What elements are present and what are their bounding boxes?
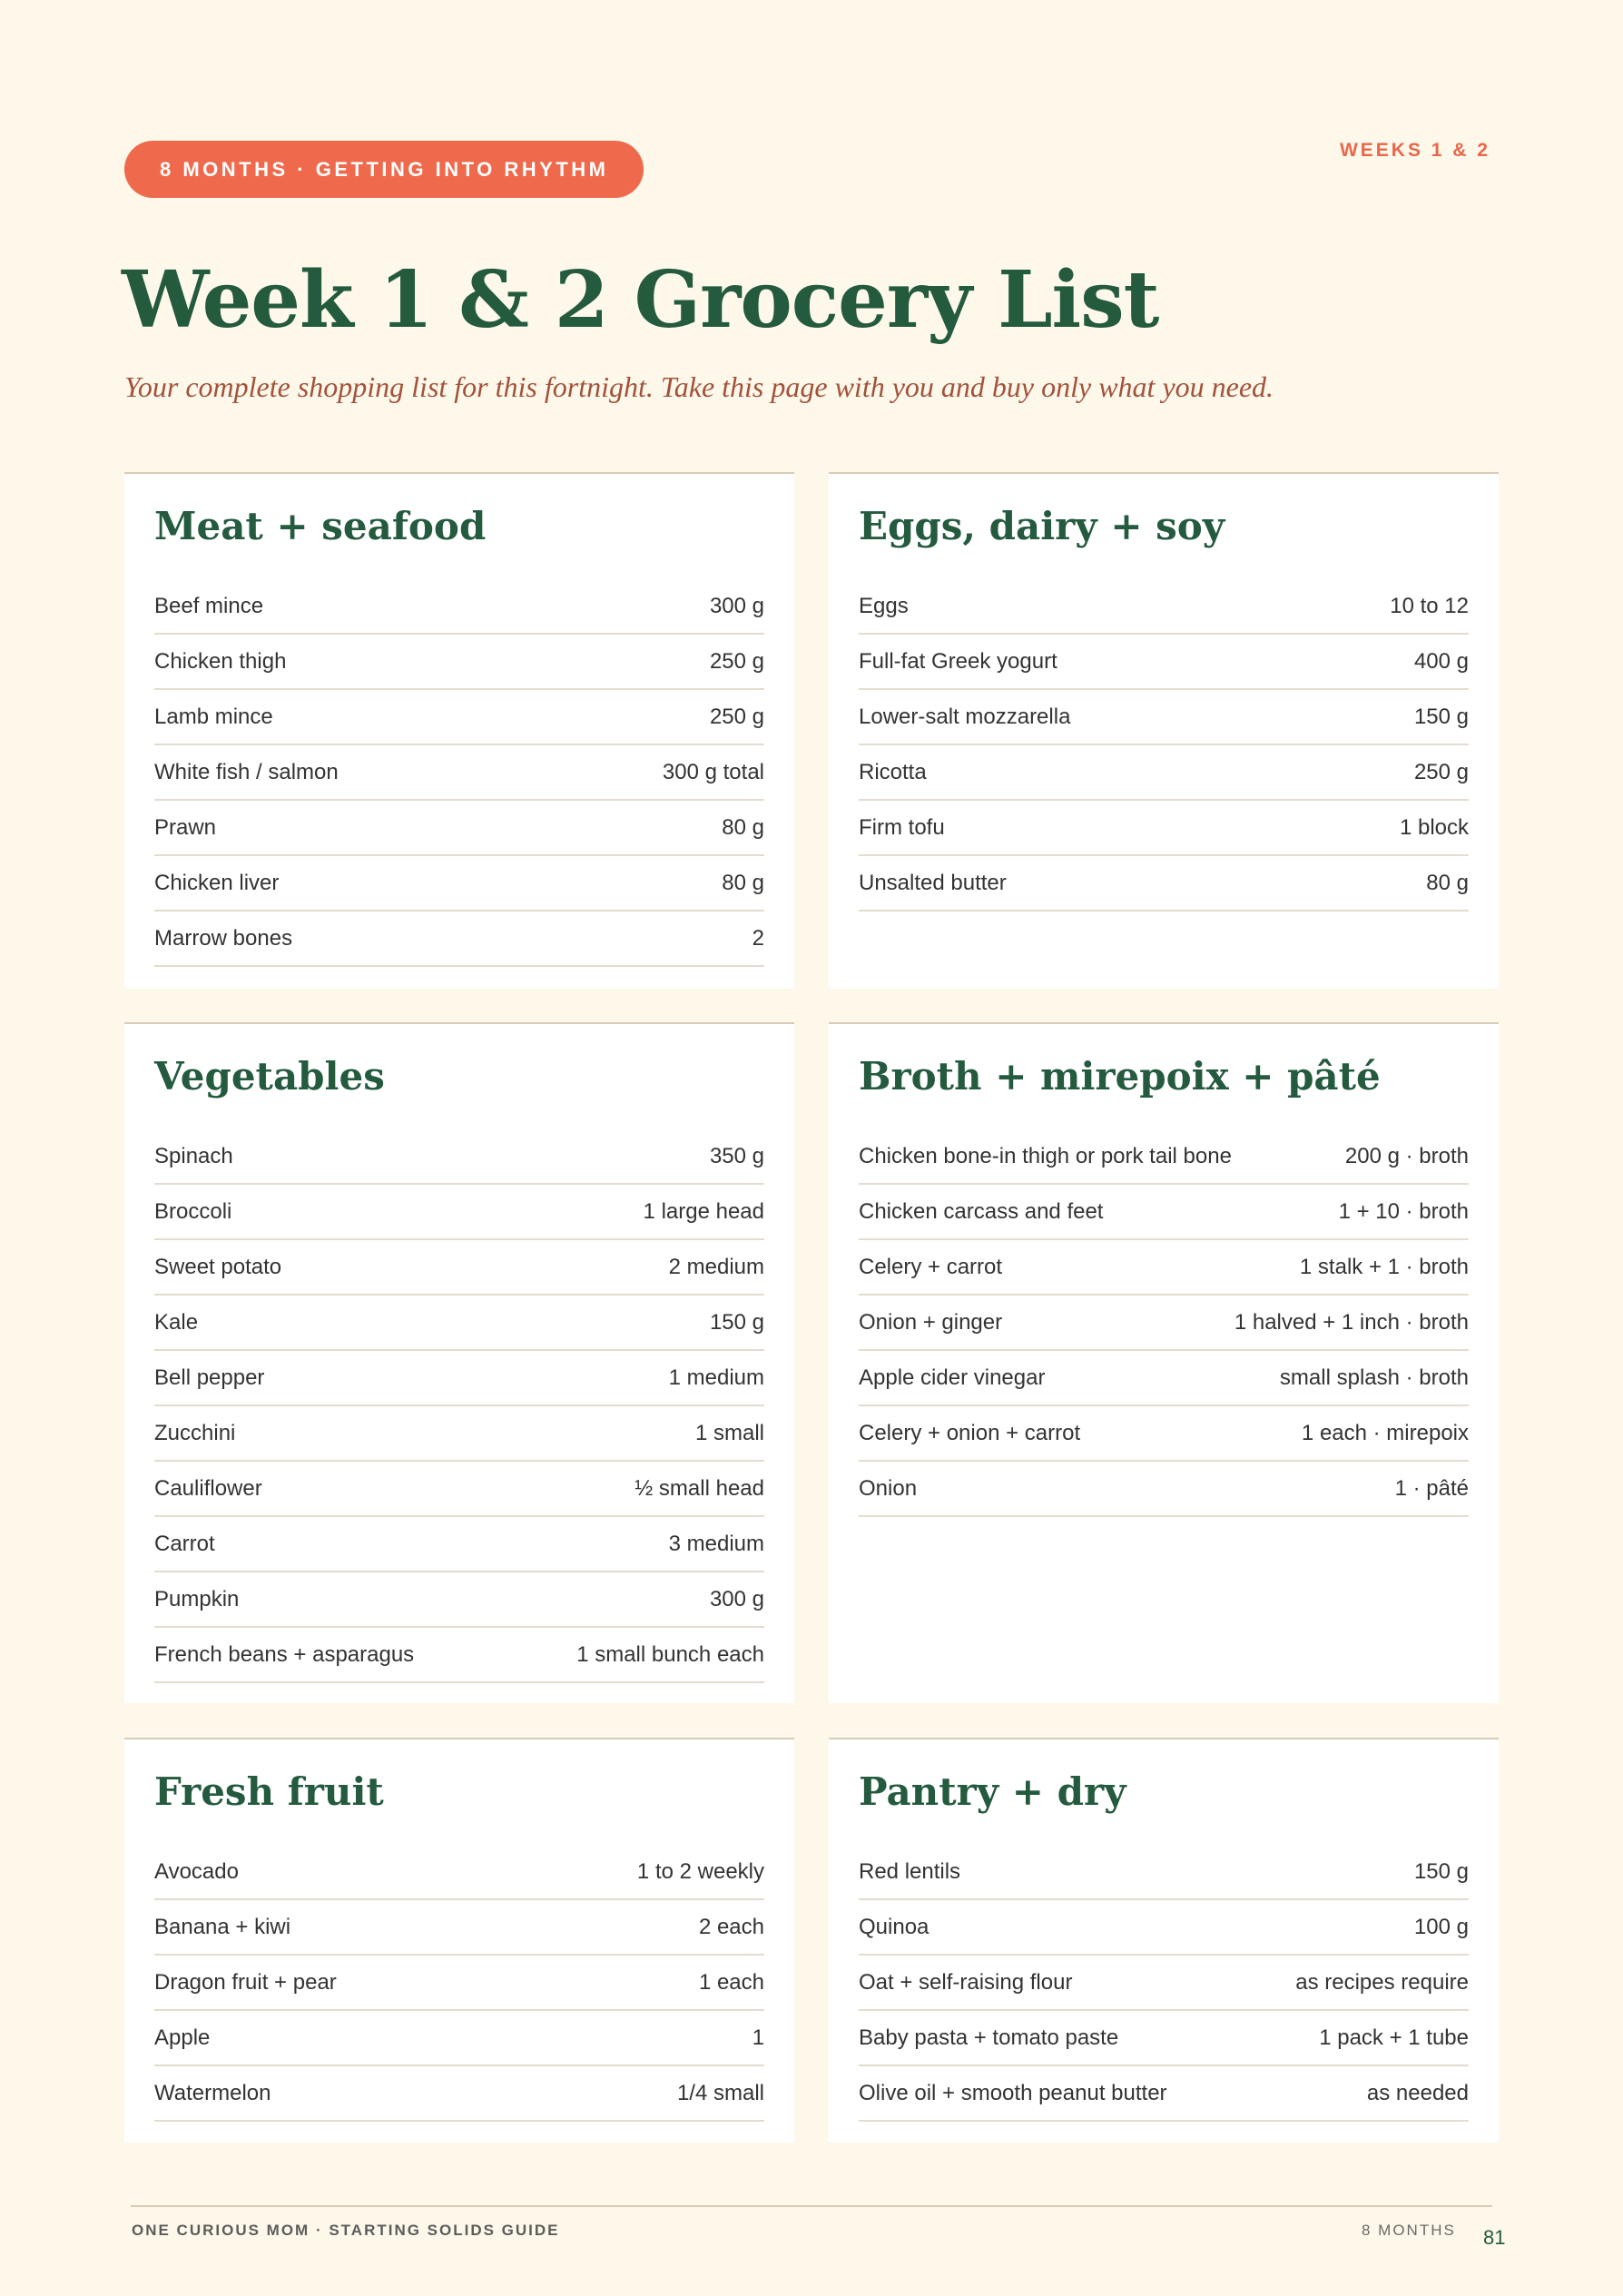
item-quantity: 1 stalk + 1 · broth [1299, 1254, 1469, 1279]
item-quantity: 1 to 2 weekly [636, 1858, 764, 1884]
item-quantity: 80 g [722, 870, 764, 895]
item-name: Chicken carcass and feet [859, 1198, 1104, 1224]
item-quantity: 1 large head [643, 1198, 764, 1224]
list-item [154, 1406, 764, 1462]
list-item [859, 745, 1469, 801]
list-item [154, 1572, 764, 1628]
grocery-list [154, 579, 764, 967]
item-quantity: 10 to 12 [1390, 593, 1469, 618]
item-name: Olive oil + smooth peanut butter [859, 2080, 1167, 2105]
list-item [859, 2011, 1469, 2066]
item-quantity: 300 g [709, 593, 764, 618]
list-item [154, 1900, 764, 1956]
list-item [154, 635, 764, 690]
item-quantity: 150 g [1413, 704, 1469, 729]
list-item [154, 2066, 764, 2122]
footer-section-label: 8 MONTHS [1362, 2222, 1456, 2239]
item-quantity: 1 + 10 · broth [1338, 1198, 1469, 1224]
item-name: Avocado [154, 1858, 239, 1884]
item-quantity: 300 g [709, 1586, 764, 1611]
list-item [154, 745, 764, 801]
list-item [859, 801, 1469, 856]
item-quantity: 300 g total [662, 759, 764, 784]
item-name: Carrot [154, 1531, 215, 1556]
list-item [154, 801, 764, 856]
item-name: White fish / salmon [154, 759, 339, 784]
list-item [859, 1185, 1469, 1240]
card-pantry-dry [829, 1738, 1499, 2143]
item-name: Baby pasta + tomato paste [859, 2025, 1119, 2050]
grocery-list [859, 1129, 1469, 1517]
list-item [859, 2066, 1469, 2122]
item-name: Red lentils [859, 1858, 961, 1884]
list-item [154, 1296, 764, 1351]
item-quantity: 1/4 small [676, 2080, 764, 2105]
item-quantity: 3 medium [668, 1531, 764, 1556]
item-name: Unsalted butter [859, 870, 1007, 895]
card-title: Broth + mirepoix + pâté [859, 1054, 1381, 1099]
item-quantity: 150 g [1413, 1858, 1469, 1884]
item-name: Beef mince [154, 593, 264, 618]
list-item [859, 1296, 1469, 1351]
item-name: Dragon fruit + pear [154, 1969, 337, 1995]
list-item [859, 635, 1469, 690]
item-name: Pumpkin [154, 1586, 240, 1611]
card-fresh-fruit [124, 1738, 794, 2143]
list-item [859, 1956, 1469, 2011]
item-quantity: 1 each [698, 1969, 764, 1995]
list-item [154, 2011, 764, 2066]
card-broth-mirepoix-pate [829, 1022, 1499, 1703]
list-item [154, 1185, 764, 1240]
item-quantity: 1 halved + 1 inch · broth [1234, 1309, 1469, 1335]
item-name: Spinach [154, 1143, 233, 1168]
section-pill: 8 MONTHS · GETTING INTO RHYTHM [124, 141, 644, 198]
item-quantity: ½ small head [634, 1475, 764, 1501]
item-name: Oat + self-raising flour [859, 1969, 1073, 1995]
list-item [154, 856, 764, 912]
card-title: Eggs, dairy + soy [859, 504, 1225, 548]
item-name: Bell pepper [154, 1365, 265, 1390]
list-item [859, 1845, 1469, 1900]
item-quantity: 1 medium [668, 1365, 764, 1390]
item-name: Chicken thigh [154, 648, 287, 674]
list-item [154, 1956, 764, 2011]
page-subtitle: Your complete shopping list for this fortnight. Take this page with you and buy only what you need. [124, 370, 1274, 403]
item-name: Celery + carrot [859, 1254, 1003, 1279]
list-item [859, 856, 1469, 912]
item-quantity: 1 [752, 2025, 764, 2050]
item-name: Quinoa [859, 1914, 930, 1939]
item-name: Zucchini [154, 1420, 236, 1445]
list-item [859, 690, 1469, 745]
item-quantity: 2 each [698, 1914, 764, 1939]
list-item [154, 1129, 764, 1185]
item-name: Ricotta [859, 759, 927, 784]
item-quantity: 250 g [709, 648, 764, 674]
list-item [859, 579, 1469, 635]
item-quantity: 250 g [1413, 759, 1469, 784]
item-quantity: 100 g [1413, 1914, 1469, 1939]
footer-divider [131, 2205, 1492, 2207]
item-name: Apple [154, 2025, 211, 2050]
card-title: Vegetables [154, 1054, 385, 1099]
item-name: Cauliflower [154, 1475, 262, 1501]
item-name: Celery + onion + carrot [859, 1420, 1081, 1445]
page-title: Week 1 & 2 Grocery List [122, 254, 1159, 346]
item-quantity: 1 small [694, 1420, 764, 1445]
list-item [154, 579, 764, 635]
item-name: Sweet potato [154, 1254, 282, 1279]
item-quantity: 1 block [1399, 814, 1469, 840]
card-title: Pantry + dry [859, 1769, 1126, 1814]
item-quantity: 250 g [709, 704, 764, 729]
item-name: Eggs [859, 593, 909, 618]
weeks-tag: WEEKS 1 & 2 [1339, 140, 1490, 161]
item-name: French beans + asparagus [154, 1641, 415, 1667]
card-title: Fresh fruit [154, 1769, 384, 1814]
item-name: Broccoli [154, 1198, 232, 1224]
item-quantity: 1 small bunch each [576, 1641, 764, 1667]
grocery-list [859, 1845, 1469, 2122]
item-quantity: 80 g [722, 814, 764, 840]
item-name: Full-fat Greek yogurt [859, 648, 1057, 674]
list-item [859, 1129, 1469, 1185]
item-quantity: 200 g · broth [1344, 1143, 1469, 1168]
item-quantity: small splash · broth [1279, 1365, 1469, 1390]
item-name: Chicken liver [154, 870, 280, 895]
item-quantity: as recipes require [1295, 1969, 1469, 1995]
list-item [154, 1628, 764, 1683]
grocery-list [154, 1845, 764, 2122]
item-name: Onion [859, 1475, 918, 1501]
item-quantity: 80 g [1426, 870, 1469, 895]
item-name: Kale [154, 1309, 199, 1335]
item-quantity: 150 g [709, 1309, 764, 1335]
list-item [154, 690, 764, 745]
list-item [859, 1240, 1469, 1296]
item-quantity: 2 [752, 925, 764, 951]
card-meat-seafood [124, 472, 794, 989]
list-item [154, 1240, 764, 1296]
item-name: Apple cider vinegar [859, 1365, 1046, 1390]
grocery-list [859, 579, 1469, 912]
list-item [859, 1406, 1469, 1462]
card-vegetables [124, 1022, 794, 1703]
item-quantity: 1 each · mirepoix [1301, 1420, 1469, 1445]
list-item [154, 1845, 764, 1900]
list-item [154, 912, 764, 967]
list-item [154, 1351, 764, 1406]
footer-guide-title: ONE CURIOUS MOM · STARTING SOLIDS GUIDE [132, 2222, 560, 2239]
item-name: Banana + kiwi [154, 1914, 291, 1939]
item-name: Lower-salt mozzarella [859, 704, 1071, 729]
item-quantity: 400 g [1413, 648, 1469, 674]
item-name: Chicken bone-in thigh or pork tail bone [859, 1143, 1232, 1168]
item-name: Marrow bones [154, 925, 293, 951]
page-number: 81 [1483, 2226, 1506, 2249]
item-name: Lamb mince [154, 704, 273, 729]
list-item [859, 1900, 1469, 1956]
card-eggs-dairy-soy [829, 472, 1499, 989]
item-name: Firm tofu [859, 814, 945, 840]
item-quantity: 2 medium [668, 1254, 764, 1279]
list-item [154, 1517, 764, 1572]
item-name: Onion + ginger [859, 1309, 1003, 1335]
card-title: Meat + seafood [154, 504, 487, 548]
list-item [859, 1462, 1469, 1517]
item-quantity: 350 g [709, 1143, 764, 1168]
item-name: Watermelon [154, 2080, 271, 2105]
item-quantity: 1 · pâté [1394, 1475, 1469, 1501]
item-quantity: 1 pack + 1 tube [1319, 2025, 1469, 2050]
item-name: Prawn [154, 814, 217, 840]
list-item [154, 1462, 764, 1517]
grocery-list [154, 1129, 764, 1683]
list-item [859, 1351, 1469, 1406]
item-quantity: as needed [1366, 2080, 1469, 2105]
